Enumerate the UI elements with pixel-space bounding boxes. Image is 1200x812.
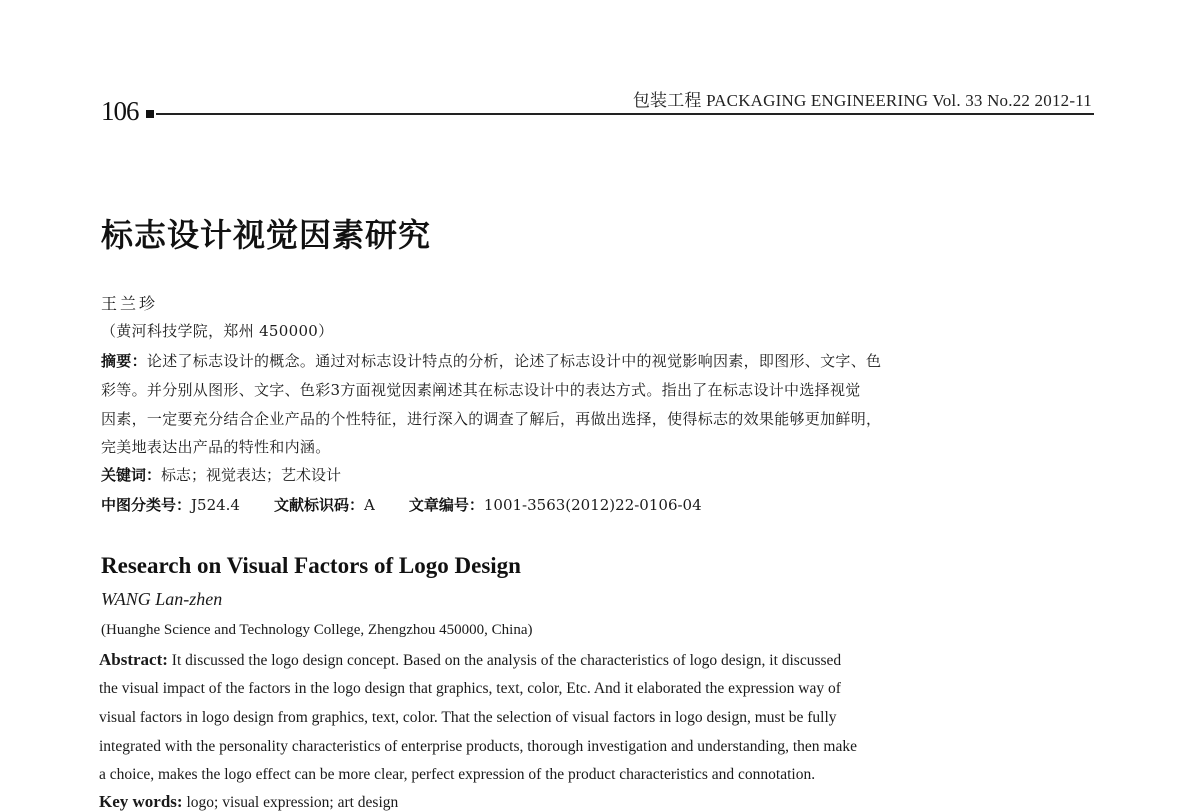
keywords-en (99, 792, 398, 812)
keywords-cn-label: 关键词： (101, 466, 162, 484)
keywords-en-label: Key words: (99, 792, 183, 811)
author-name-en: WANG Lan-zhen (101, 589, 223, 609)
abstract-cn-line: 完美地表达出产品的特性和内涵。 (101, 438, 331, 456)
abstract-en-text: It discussed the logo design concept. Based on the analysis of the characteristics of logo design, it discussed (167, 652, 842, 669)
abstract-en-line: visual factors in logo design from graphics, text, color. That the selection of visual factors in logo design, must be fully (99, 709, 837, 726)
keywords-cn-text: 标志；视觉表达；艺术设计 (161, 466, 342, 484)
abstract-cn-line (101, 350, 881, 371)
article-title-cn: 标志设计视觉因素研究 (101, 216, 432, 254)
abstract-en-label: Abstract: (99, 650, 168, 669)
clc-value: J524.4 (191, 496, 240, 514)
doc-code-value: A (364, 496, 375, 514)
article-title-en: Research on Visual Factors of Logo Design (101, 553, 521, 578)
header-rule (156, 113, 1094, 115)
abstract-cn-text: 论述了标志设计的概念。通过对标志设计特点的分析，论述了标志设计中的视觉影响因素，即图形、文字、色 (146, 352, 882, 370)
affiliation-en: (Huanghe Science and Technology College, Zhengzhou 450000, China) (101, 622, 533, 638)
abstract-en-line: the visual impact of the factors in the logo design that graphics, text, color, Etc. And it elaborated the expression way of (99, 680, 841, 697)
abstract-en-line: integrated with the personality characteristics of enterprise products, thorough investigation and understanding, then make (99, 738, 857, 755)
header-square-marker (146, 110, 154, 118)
classification-line (101, 494, 702, 515)
author-name-cn: 王兰珍 (101, 294, 159, 313)
abstract-cn-line: 因素，一定要充分结合企业产品的个性特征，进行深入的调查了解后，再做出选择，使得标志的效果能够更加鲜明， (101, 410, 882, 428)
article-id-label: 文章编号： (408, 496, 484, 514)
keywords-en-text: logo; visual expression; art design (182, 794, 399, 811)
abstract-en-line (99, 650, 841, 670)
journal-header: 包装工程 PACKAGING ENGINEERING Vol. 33 No.22 2012-11 (632, 91, 1092, 110)
abstract-cn-line: 彩等。并分别从图形、文字、色彩3方面视觉因素阐述其在标志设计中的表达方式。指出了在标志设计中选择视觉 (101, 381, 861, 399)
page-number: 106 (101, 96, 139, 126)
clc-label: 中图分类号： (101, 496, 192, 514)
keywords-cn (101, 464, 341, 485)
doc-code-label: 文献标识码： (273, 496, 364, 514)
abstract-en-line: a choice, makes the logo effect can be more clear, perfect expression of the product characteristics and connotation. (99, 766, 816, 783)
abstract-cn-label: 摘要： (101, 352, 147, 370)
article-id-value: 1001-3563(2012)22-0106-04 (483, 496, 702, 514)
affiliation-cn: （黄河科技学院，郑州 450000） (101, 322, 334, 340)
